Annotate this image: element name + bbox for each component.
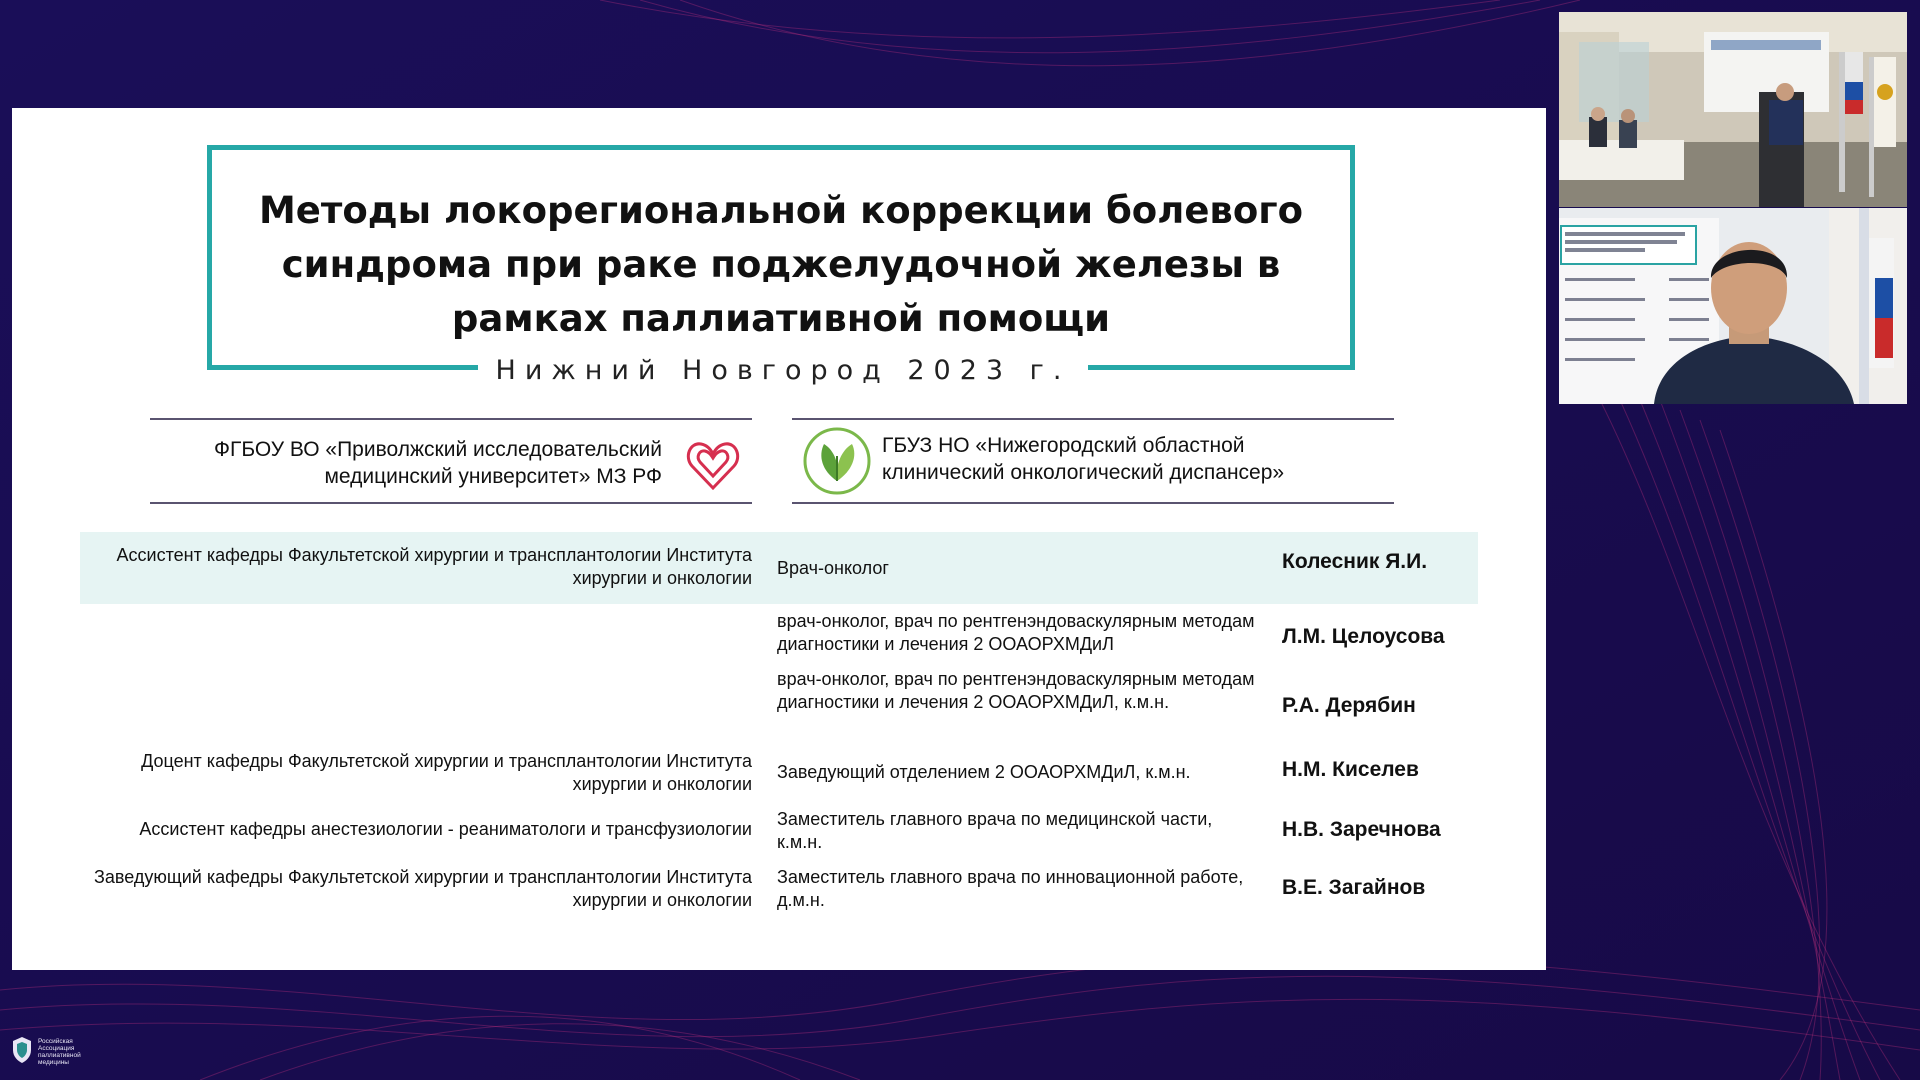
author-name: Н.В. Заречнова <box>1282 818 1441 841</box>
author-dept: Ассистент кафедры анестезиологии - реаниматологи и трансфузиологии <box>139 819 752 839</box>
author-position: Врач-онколог <box>777 558 889 578</box>
author-name: Колесник Я.И. <box>1282 550 1428 573</box>
author-position: врач-онколог, врач по рентгенэндоваскулярным методам диагностики и лечения 2 ООАОРХМДиЛ, к.м.н. <box>777 669 1255 712</box>
author-name: В.Е. Загайнов <box>1282 876 1426 899</box>
institution-right-text: ГБУЗ НО «Нижегородский областной клинический онкологический диспансер» <box>882 434 1285 484</box>
heart-logo-icon <box>682 432 744 494</box>
institution-left-text: ФГБОУ ВО «Приволжский исследовательский медицинский университет» МЗ РФ <box>214 438 662 488</box>
author-position: Заместитель главного врача по медицинской части, к.м.н. <box>777 809 1213 852</box>
room-camera-image <box>1559 12 1907 207</box>
author-row <box>80 808 1478 862</box>
author-name: Р.А. Дерябин <box>1282 694 1416 717</box>
shield-logo-icon <box>12 1036 32 1064</box>
author-row <box>80 532 1478 604</box>
author-row <box>80 610 1478 664</box>
city-year: Нижний Новгород 2023 г. <box>478 355 1088 387</box>
org-badge-text: Российская Ассоциация паллиативной медицины <box>38 1038 81 1066</box>
video-tile-speaker[interactable] <box>1559 208 1907 404</box>
author-row <box>80 866 1478 920</box>
presentation-slide <box>12 108 1546 970</box>
author-name: Н.М. Киселев <box>1282 758 1419 781</box>
author-position: врач-онколог, врач по рентгенэндоваскулярным методам диагностики и лечения 2 ООАОРХМДиЛ <box>777 611 1255 654</box>
author-dept: Доцент кафедры Факультетской хирургии и трансплантологии Института хирургии и онкологии <box>141 751 752 794</box>
title-frame <box>207 145 1355 370</box>
author-position: Заведующий отделением 2 ООАОРХМДиЛ, к.м.н. <box>777 762 1191 782</box>
leaf-logo-icon <box>802 426 872 496</box>
speaker-camera-image <box>1559 208 1907 404</box>
org-badge <box>12 1036 92 1070</box>
video-tile-room[interactable] <box>1559 12 1907 207</box>
author-dept: Заведующий кафедры Факультетской хирургии и трансплантологии Института хирургии и онкологии <box>94 867 752 910</box>
author-row <box>80 668 1478 744</box>
author-name: Л.М. Целоусова <box>1282 625 1445 648</box>
institution-right <box>792 418 1394 504</box>
author-dept: Ассистент кафедры Факультетской хирургии и трансплантологии Института хирургии и онкологии <box>116 545 752 588</box>
slide-title: Методы локорегиональной коррекции болевого синдрома при раке поджелудочной железы в рамках паллиативной помощи <box>258 189 1304 340</box>
institution-left <box>150 418 752 504</box>
author-position: Заместитель главного врача по инновационной работе, д.м.н. <box>777 867 1244 910</box>
author-row <box>80 750 1478 804</box>
